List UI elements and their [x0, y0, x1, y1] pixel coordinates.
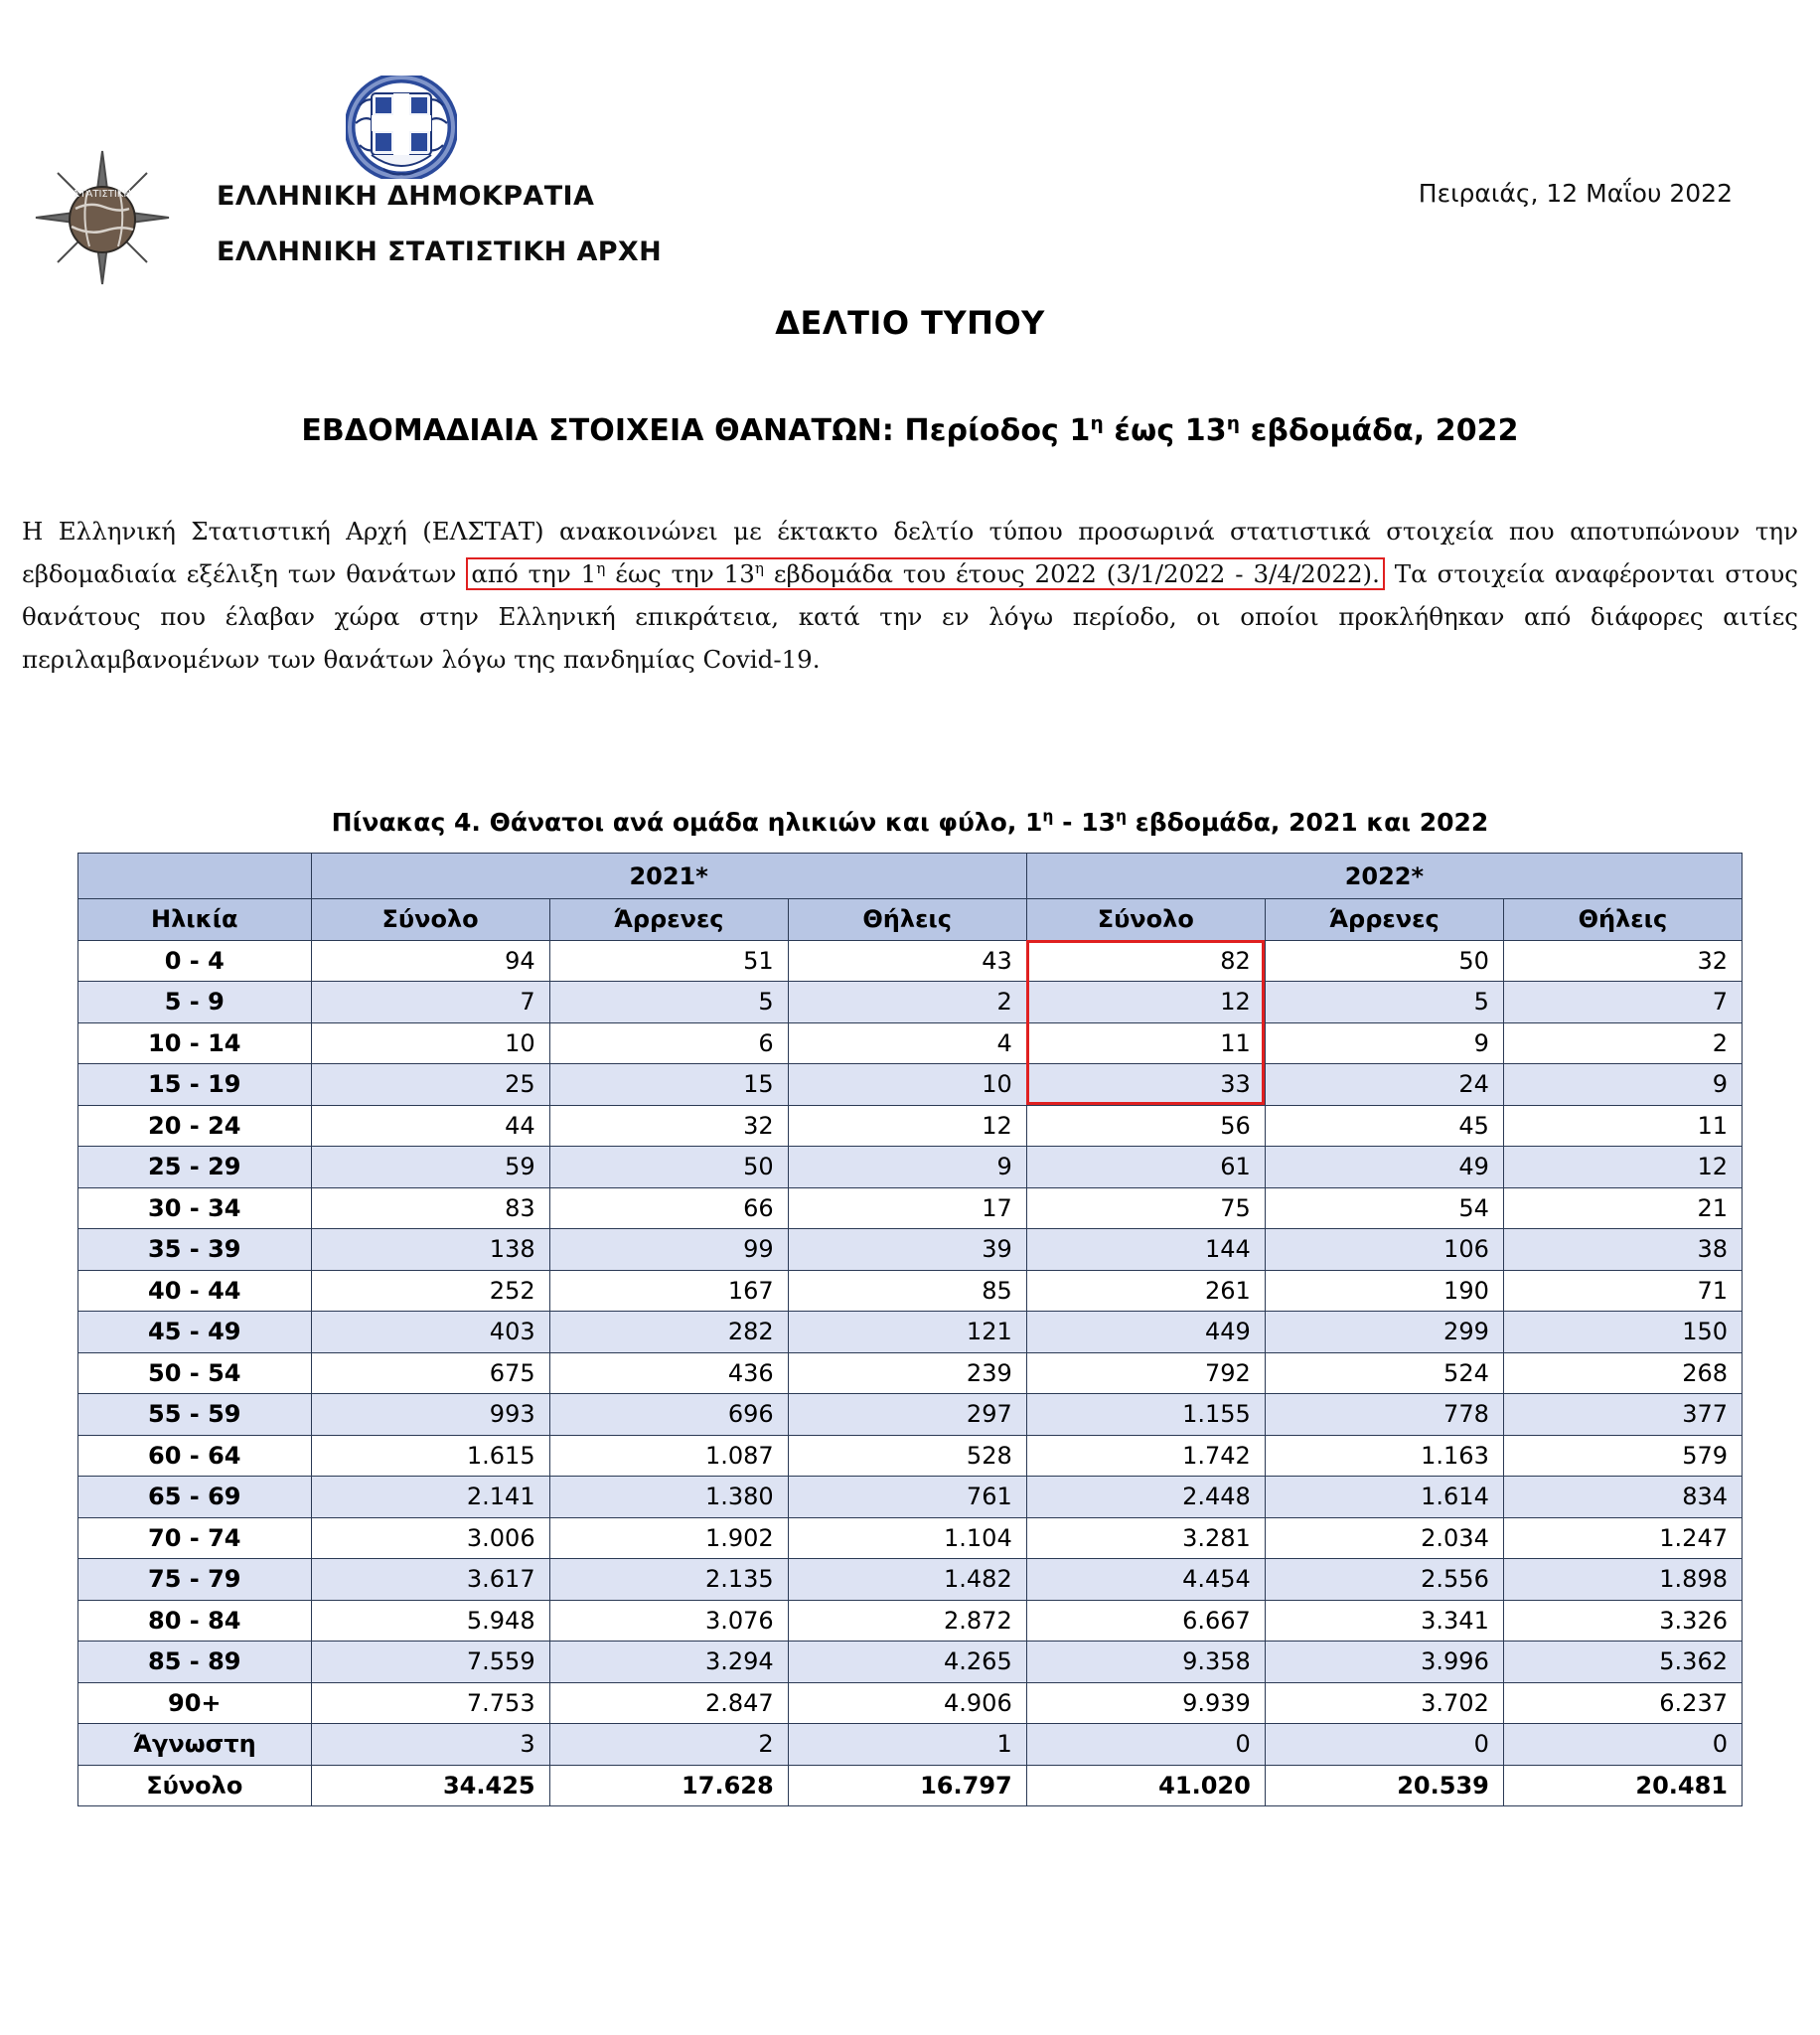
table-row: [78, 1147, 1743, 1188]
value-cell: 993: [311, 1394, 549, 1436]
value-cell: 528: [788, 1435, 1026, 1477]
intro-part-1: Η Ελληνική Στατιστική Αρχή (ΕΛΣΤΑΤ) ανακοινώνει με έκτακτο δελτίο τύπου προσωρινά στατιστικά στοιχεία που αποτυπώνουν την εβδομαδιαία εξέλιξη των θανάτων: [22, 517, 1798, 588]
value-cell: 94: [311, 940, 549, 982]
table-year-header-row: [78, 854, 1743, 899]
highlight-ordinal-1: η: [596, 558, 606, 577]
value-cell: 792: [1026, 1352, 1265, 1394]
table-row: [78, 1187, 1743, 1229]
value-cell: 61: [1026, 1147, 1265, 1188]
value-cell: 299: [1265, 1312, 1503, 1353]
table-corner-cell: [78, 854, 312, 899]
value-cell: 449: [1026, 1312, 1265, 1353]
table-row: [78, 1270, 1743, 1312]
age-group-cell: 40 - 44: [78, 1270, 312, 1312]
value-cell: 38: [1503, 1229, 1742, 1271]
age-group-cell: 60 - 64: [78, 1435, 312, 1477]
value-cell: 33: [1026, 1064, 1265, 1106]
year-header-2022: 2022*: [1026, 854, 1742, 899]
value-cell: 834: [1503, 1477, 1742, 1518]
age-group-cell: 5 - 9: [78, 982, 312, 1023]
age-group-cell: 25 - 29: [78, 1147, 312, 1188]
value-cell: 66: [549, 1187, 788, 1229]
table-total-row: [78, 1765, 1743, 1806]
value-cell: 1.163: [1265, 1435, 1503, 1477]
value-cell: 778: [1265, 1394, 1503, 1436]
value-cell: 17: [788, 1187, 1026, 1229]
highlight-text-a: από την 1: [471, 559, 597, 588]
age-group-cell: 90+: [78, 1682, 312, 1724]
table-caption-ordinal-1: η: [1042, 807, 1054, 826]
table-row: [78, 982, 1743, 1023]
age-group-cell: 45 - 49: [78, 1312, 312, 1353]
table-row: [78, 1435, 1743, 1477]
highlight-text-c: εβδομάδα του έτους 2022 (3/1/2022 - 3/4/2022).: [763, 559, 1380, 588]
value-cell: 24: [1265, 1064, 1503, 1106]
value-cell: 524: [1265, 1352, 1503, 1394]
value-cell: 239: [788, 1352, 1026, 1394]
value-cell: 675: [311, 1352, 549, 1394]
table-row: [78, 1022, 1743, 1064]
value-cell: 1.155: [1026, 1394, 1265, 1436]
value-cell: 1: [788, 1724, 1026, 1766]
value-cell: 9: [1265, 1022, 1503, 1064]
value-cell: 2: [788, 982, 1026, 1023]
page-title-prefix: ΕΒΔΟΜΑΔΙΑΙΑ ΣΤΟΙΧΕΙΑ ΘΑΝΑΤΩΝ: Περίοδος 1: [301, 413, 1091, 448]
year-header-2021: 2021*: [311, 854, 1026, 899]
value-cell: 4: [788, 1022, 1026, 1064]
value-cell: 696: [549, 1394, 788, 1436]
value-cell: 41.020: [1026, 1765, 1265, 1806]
value-cell: 10: [788, 1064, 1026, 1106]
value-cell: 1.615: [311, 1435, 549, 1477]
age-group-cell: 75 - 79: [78, 1559, 312, 1601]
value-cell: 2.135: [549, 1559, 788, 1601]
value-cell: 5: [549, 982, 788, 1023]
table-caption-prefix: Πίνακας 4. Θάνατοι ανά ομάδα ηλικιών και φύλο, 1: [331, 808, 1043, 837]
value-cell: 3.996: [1265, 1642, 1503, 1683]
value-cell: 0: [1265, 1724, 1503, 1766]
publication-date: Πειραιάς, 12 Μαΐου 2022: [1418, 179, 1733, 208]
value-cell: 59: [311, 1147, 549, 1188]
age-group-cell: 0 - 4: [78, 940, 312, 982]
value-cell: 5.362: [1503, 1642, 1742, 1683]
value-cell: 138: [311, 1229, 549, 1271]
value-cell: 75: [1026, 1187, 1265, 1229]
value-cell: 7.753: [311, 1682, 549, 1724]
column-header-2022-female: Θήλεις: [1503, 899, 1742, 941]
elstat-globe-logo-icon: [32, 147, 173, 288]
value-cell: 261: [1026, 1270, 1265, 1312]
value-cell: 282: [549, 1312, 788, 1353]
column-header-2022-total: Σύνολο: [1026, 899, 1265, 941]
age-group-cell: 55 - 59: [78, 1394, 312, 1436]
table-head: [78, 854, 1743, 941]
value-cell: 7: [311, 982, 549, 1023]
age-group-cell: 20 - 24: [78, 1105, 312, 1147]
value-cell: 7: [1503, 982, 1742, 1023]
table-row: [78, 1064, 1743, 1106]
page-title: [18, 413, 1802, 448]
value-cell: 6.237: [1503, 1682, 1742, 1724]
total-label-cell: Σύνολο: [78, 1765, 312, 1806]
value-cell: 39: [788, 1229, 1026, 1271]
value-cell: 1.104: [788, 1517, 1026, 1559]
age-group-cell: 65 - 69: [78, 1477, 312, 1518]
value-cell: 99: [549, 1229, 788, 1271]
value-cell: 2.448: [1026, 1477, 1265, 1518]
value-cell: 85: [788, 1270, 1026, 1312]
value-cell: 3.281: [1026, 1517, 1265, 1559]
intro-paragraph: [18, 510, 1802, 681]
value-cell: 82: [1026, 940, 1265, 982]
table-caption: [18, 808, 1802, 837]
page-title-ordinal-1: η: [1090, 413, 1104, 434]
value-cell: 1.902: [549, 1517, 788, 1559]
value-cell: 50: [1265, 940, 1503, 982]
age-group-cell: 85 - 89: [78, 1642, 312, 1683]
org-name-republic: ΕΛΛΗΝΙΚΗ ΔΗΜΟΚΡΑΤΙΑ: [217, 181, 595, 212]
value-cell: 11: [1503, 1105, 1742, 1147]
organization-names: [217, 169, 972, 280]
deaths-by-age-and-sex-table: [77, 853, 1743, 1806]
column-header-2022-male: Άρρενες: [1265, 899, 1503, 941]
table-row: [78, 1394, 1743, 1436]
value-cell: 9: [1503, 1064, 1742, 1106]
document-header: [18, 0, 1802, 298]
value-cell: 7.559: [311, 1642, 549, 1683]
highlight-ordinal-2: η: [754, 558, 764, 577]
greek-coat-of-arms-icon: [346, 76, 457, 179]
value-cell: 44: [311, 1105, 549, 1147]
value-cell: 579: [1503, 1435, 1742, 1477]
value-cell: 167: [549, 1270, 788, 1312]
column-header-age: Ηλικία: [78, 899, 312, 941]
value-cell: 9.939: [1026, 1682, 1265, 1724]
value-cell: 32: [549, 1105, 788, 1147]
column-header-2021-female: Θήλεις: [788, 899, 1026, 941]
age-group-cell: 50 - 54: [78, 1352, 312, 1394]
value-cell: 297: [788, 1394, 1026, 1436]
value-cell: 436: [549, 1352, 788, 1394]
table-row: [78, 1352, 1743, 1394]
value-cell: 25: [311, 1064, 549, 1106]
value-cell: 3: [311, 1724, 549, 1766]
value-cell: 51: [549, 940, 788, 982]
value-cell: 377: [1503, 1394, 1742, 1436]
table-row: [78, 1229, 1743, 1271]
value-cell: 190: [1265, 1270, 1503, 1312]
value-cell: 1.087: [549, 1435, 788, 1477]
table-caption-mid: - 13: [1053, 808, 1117, 837]
org-name-statistical-authority: ΕΛΛΗΝΙΚΗ ΣΤΑΤΙΣΤΙΚΗ ΑΡΧΗ: [217, 236, 663, 267]
value-cell: 121: [788, 1312, 1026, 1353]
value-cell: 1.482: [788, 1559, 1026, 1601]
table-row: [78, 1559, 1743, 1601]
age-group-cell: 70 - 74: [78, 1517, 312, 1559]
value-cell: 12: [1026, 982, 1265, 1023]
intro-part-2: Τα στοιχεία αναφέρονται στους θανάτους που έλαβαν χώρα στην Ελληνική επικράτεια, κατά την εν λόγω περίοδο, οι οποίοι προκλήθηκαν από διάφορες αιτίες περιλαμβανομένων των θανάτων λόγω της πανδημίας Covid-19.: [22, 559, 1798, 674]
value-cell: 252: [311, 1270, 549, 1312]
age-group-cell: 15 - 19: [78, 1064, 312, 1106]
value-cell: 106: [1265, 1229, 1503, 1271]
highlight-text-b: έως την 13: [605, 559, 755, 588]
value-cell: 1.380: [549, 1477, 788, 1518]
value-cell: 12: [1503, 1147, 1742, 1188]
value-cell: 32: [1503, 940, 1742, 982]
age-group-cell: Άγνωστη: [78, 1724, 312, 1766]
value-cell: 17.628: [549, 1765, 788, 1806]
age-group-cell: 10 - 14: [78, 1022, 312, 1064]
value-cell: 10: [311, 1022, 549, 1064]
value-cell: 1.742: [1026, 1435, 1265, 1477]
value-cell: 2.141: [311, 1477, 549, 1518]
page-title-ordinal-2: η: [1226, 413, 1241, 434]
value-cell: 1.247: [1503, 1517, 1742, 1559]
highlighted-period-phrase: [466, 557, 1385, 590]
value-cell: 12: [788, 1105, 1026, 1147]
value-cell: 34.425: [311, 1765, 549, 1806]
column-header-2021-total: Σύνολο: [311, 899, 549, 941]
value-cell: 71: [1503, 1270, 1742, 1312]
value-cell: 1.614: [1265, 1477, 1503, 1518]
value-cell: 144: [1026, 1229, 1265, 1271]
value-cell: 5: [1265, 982, 1503, 1023]
value-cell: 56: [1026, 1105, 1265, 1147]
value-cell: 4.265: [788, 1642, 1026, 1683]
table-row: [78, 940, 1743, 982]
value-cell: 3.341: [1265, 1600, 1503, 1642]
age-group-cell: 35 - 39: [78, 1229, 312, 1271]
value-cell: 1.898: [1503, 1559, 1742, 1601]
table-row: [78, 1642, 1743, 1683]
value-cell: 5.948: [311, 1600, 549, 1642]
value-cell: 2: [1503, 1022, 1742, 1064]
value-cell: 83: [311, 1187, 549, 1229]
age-group-cell: 80 - 84: [78, 1600, 312, 1642]
value-cell: 0: [1026, 1724, 1265, 1766]
value-cell: 3.076: [549, 1600, 788, 1642]
value-cell: 21: [1503, 1187, 1742, 1229]
value-cell: 2: [549, 1724, 788, 1766]
value-cell: 4.454: [1026, 1559, 1265, 1601]
value-cell: 6: [549, 1022, 788, 1064]
table-caption-suffix: εβδομάδα, 2021 και 2022: [1127, 808, 1489, 837]
table-row: [78, 1724, 1743, 1766]
age-group-cell: 30 - 34: [78, 1187, 312, 1229]
value-cell: 3.617: [311, 1559, 549, 1601]
press-release-title: ΔΕΛΤΙΟ ΤΥΠΟΥ: [775, 304, 1045, 342]
table-row: [78, 1105, 1743, 1147]
table-row: [78, 1517, 1743, 1559]
value-cell: 4.906: [788, 1682, 1026, 1724]
value-cell: 9: [788, 1147, 1026, 1188]
value-cell: 50: [549, 1147, 788, 1188]
value-cell: 3.006: [311, 1517, 549, 1559]
table-column-header-row: [78, 899, 1743, 941]
value-cell: 3.702: [1265, 1682, 1503, 1724]
value-cell: 15: [549, 1064, 788, 1106]
value-cell: 11: [1026, 1022, 1265, 1064]
table-caption-ordinal-2: η: [1116, 807, 1128, 826]
value-cell: 43: [788, 940, 1026, 982]
value-cell: 2.847: [549, 1682, 788, 1724]
table-row: [78, 1682, 1743, 1724]
value-cell: 2.872: [788, 1600, 1026, 1642]
value-cell: 20.481: [1503, 1765, 1742, 1806]
value-cell: 16.797: [788, 1765, 1026, 1806]
table-body: [78, 940, 1743, 1806]
value-cell: 45: [1265, 1105, 1503, 1147]
value-cell: 761: [788, 1477, 1026, 1518]
value-cell: 268: [1503, 1352, 1742, 1394]
page-title-mid: έως 13: [1103, 413, 1227, 448]
value-cell: 9.358: [1026, 1642, 1265, 1683]
page-title-suffix: εβδομάδα, 2022: [1240, 413, 1519, 448]
value-cell: 49: [1265, 1147, 1503, 1188]
svg-text:ΣΤΑΤΙΣΤΙΚΗ: ΣΤΑΤΙΣΤΙΚΗ: [74, 189, 131, 200]
value-cell: 20.539: [1265, 1765, 1503, 1806]
value-cell: 2.556: [1265, 1559, 1503, 1601]
value-cell: 54: [1265, 1187, 1503, 1229]
value-cell: 3.294: [549, 1642, 788, 1683]
table-row: [78, 1477, 1743, 1518]
value-cell: 2.034: [1265, 1517, 1503, 1559]
column-header-2021-male: Άρρενες: [549, 899, 788, 941]
deaths-table-container: [77, 853, 1743, 1806]
value-cell: 403: [311, 1312, 549, 1353]
value-cell: 3.326: [1503, 1600, 1742, 1642]
value-cell: 6.667: [1026, 1600, 1265, 1642]
value-cell: 0: [1503, 1724, 1742, 1766]
value-cell: 150: [1503, 1312, 1742, 1353]
table-row: [78, 1312, 1743, 1353]
table-row: [78, 1600, 1743, 1642]
